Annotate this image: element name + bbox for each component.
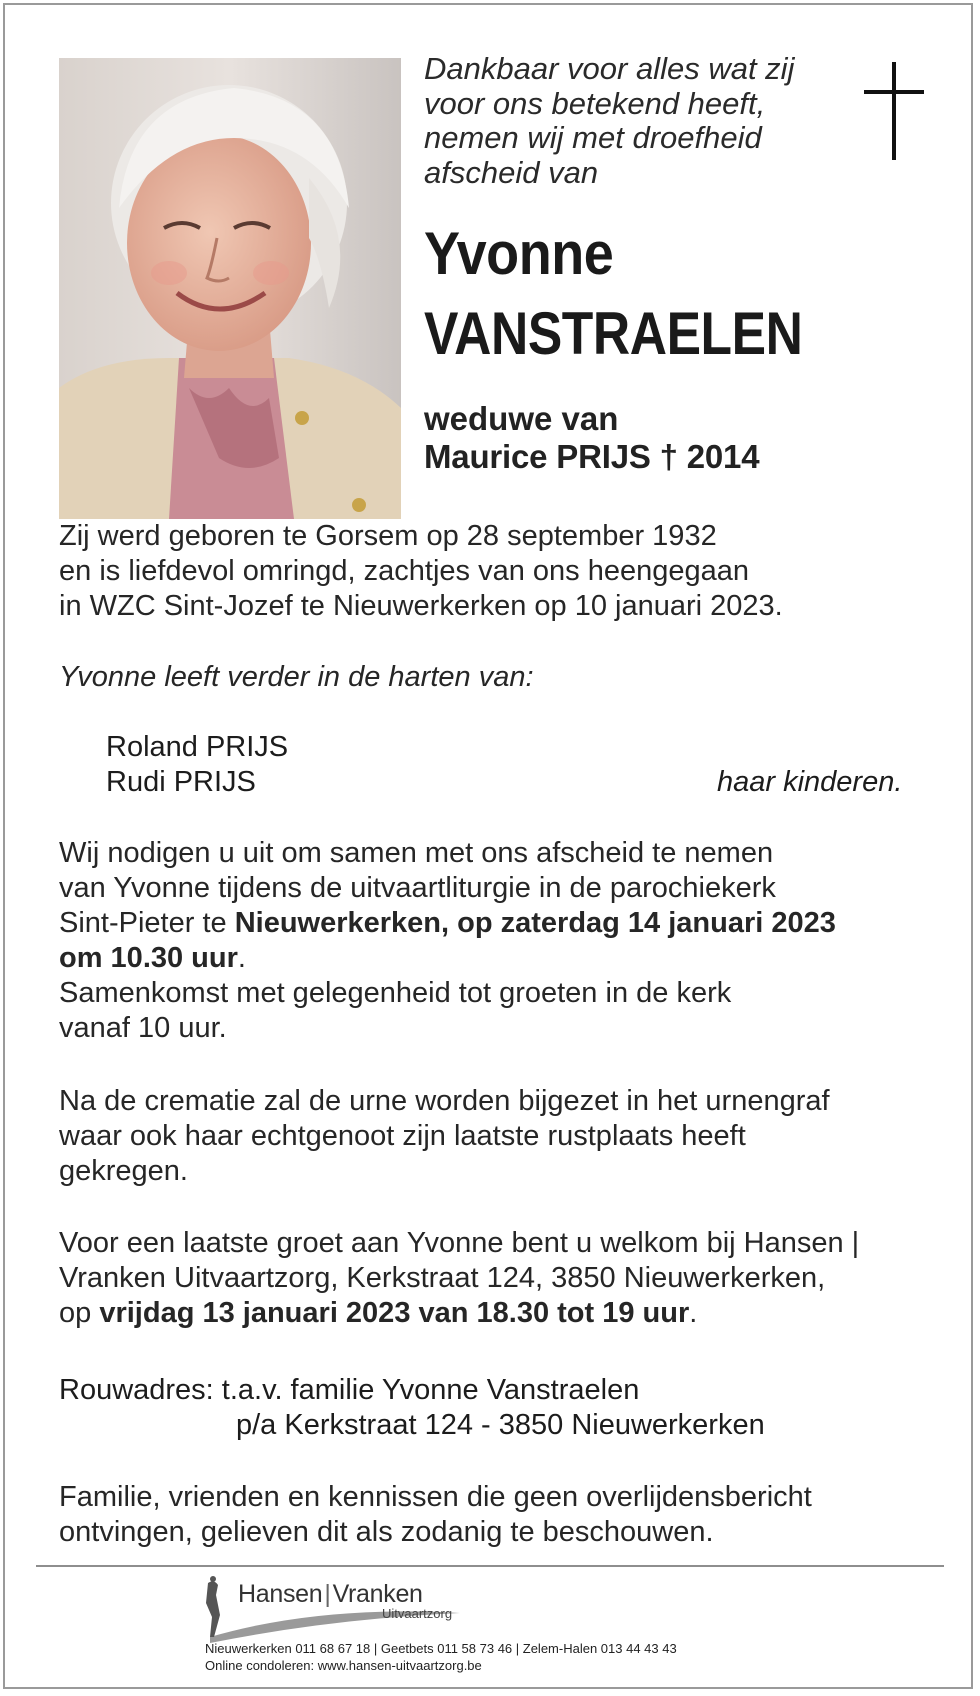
- ceremony-time: om 10.30 uur: [59, 942, 238, 974]
- ceremony-place-date: Nieuwerkerken, op zaterdag 14 januari 2023: [234, 907, 836, 939]
- brand-separator: |: [324, 1580, 331, 1608]
- child-name: Roland PRIJS: [106, 731, 289, 763]
- paragraph-line: vanaf 10 uur.: [59, 1012, 227, 1044]
- children-role: haar kinderen.: [717, 766, 903, 798]
- paragraph-line: Voor een laatste groet aan Yvonne bent u welkom bij Hansen |: [59, 1227, 860, 1259]
- birth-death-paragraph: [59, 519, 939, 624]
- children-list: [106, 730, 288, 800]
- survivors-intro: Yvonne leeft verder in de harten van:: [59, 661, 534, 693]
- closing-paragraph: [59, 1480, 939, 1550]
- paragraph-line: [59, 906, 939, 941]
- first-name: Yvonne: [424, 220, 614, 287]
- intro-text: [424, 52, 804, 190]
- paragraph-line: in WZC Sint-Jozef te Nieuwerkerken op 10 januari 2023.: [59, 590, 783, 622]
- paragraph-line: [59, 1296, 939, 1331]
- paragraph-line: ontvingen, gelieven dit als zodanig te beschouwen.: [59, 1516, 714, 1548]
- paragraph-line: Na de crematie zal de urne worden bijgezet in het urnengraf: [59, 1085, 830, 1117]
- last-name: VANSTRAELEN: [424, 300, 803, 367]
- online-condolences: Online condoleren: www.hansen-uitvaartzorg.be: [205, 1658, 482, 1673]
- widow-label: weduwe van: [424, 400, 619, 437]
- cross-icon: [864, 62, 924, 160]
- child-name: Rudi PRIJS: [106, 766, 256, 798]
- paragraph-line: waar ook haar echtgenoot zijn laatste rustplaats heeft: [59, 1120, 746, 1152]
- visitation-period: .: [689, 1297, 698, 1329]
- brand-subtitle: Uitvaartzorg: [382, 1606, 453, 1621]
- mourning-address: Rouwadres: t.a.v. familie Yvonne Vanstraelen: [59, 1374, 640, 1406]
- intro-line: nemen wij met droefheid: [424, 120, 762, 155]
- paragraph-line: van Yvonne tijdens de uitvaartliturgie in de parochiekerk: [59, 872, 776, 904]
- visitation-prefix: op: [59, 1297, 100, 1329]
- paragraph-line: Vranken Uitvaartzorg, Kerkstraat 124, 3850 Nieuwerkerken,: [59, 1262, 826, 1294]
- ceremony-paragraph: [59, 836, 939, 1046]
- brand-right: Vranken: [332, 1580, 423, 1608]
- ceremony-prefix: Sint-Pieter te: [59, 907, 235, 939]
- footer-contacts: [205, 1640, 677, 1674]
- portrait-photo: [59, 58, 401, 519]
- visitation-date-time: vrijdag 13 januari 2023 van 18.30 tot 19 uur: [99, 1297, 690, 1329]
- ceremony-period: .: [237, 942, 246, 974]
- widow-of: [424, 400, 759, 476]
- paragraph-line: Samenkomst met gelegenheid tot groeten in de kerk: [59, 977, 732, 1009]
- burial-paragraph: [59, 1084, 939, 1189]
- mourning-address-street: p/a Kerkstraat 124 - 3850 Nieuwerkerken: [236, 1409, 765, 1441]
- brand-name: [238, 1580, 423, 1609]
- paragraph-line: gekregen.: [59, 1155, 188, 1187]
- spouse-name: Maurice PRIJS † 2014: [424, 438, 760, 475]
- brand-left: Hansen: [238, 1580, 323, 1608]
- intro-line: voor ons betekend heeft,: [424, 85, 766, 121]
- paragraph-line: en is liefdevol omringd, zachtjes van ons heengegaan: [59, 555, 750, 587]
- paragraph-line: [59, 941, 939, 976]
- footer-divider: [36, 1565, 944, 1567]
- paragraph-line: Familie, vrienden en kennissen die geen overlijdensbericht: [59, 1481, 812, 1513]
- visitation-paragraph: [59, 1226, 939, 1331]
- contact-phones: Nieuwerkerken 011 68 67 18 | Geetbets 011 58 73 46 | Zelem-Halen 013 44 43 43: [205, 1641, 677, 1656]
- paragraph-line: Zij werd geboren te Gorsem op 28 september 1932: [59, 520, 717, 552]
- intro-line: afscheid van: [424, 154, 599, 190]
- paragraph-line: Wij nodigen u uit om samen met ons afscheid te nemen: [59, 837, 774, 869]
- intro-line: Dankbaar voor alles wat zij: [424, 51, 795, 86]
